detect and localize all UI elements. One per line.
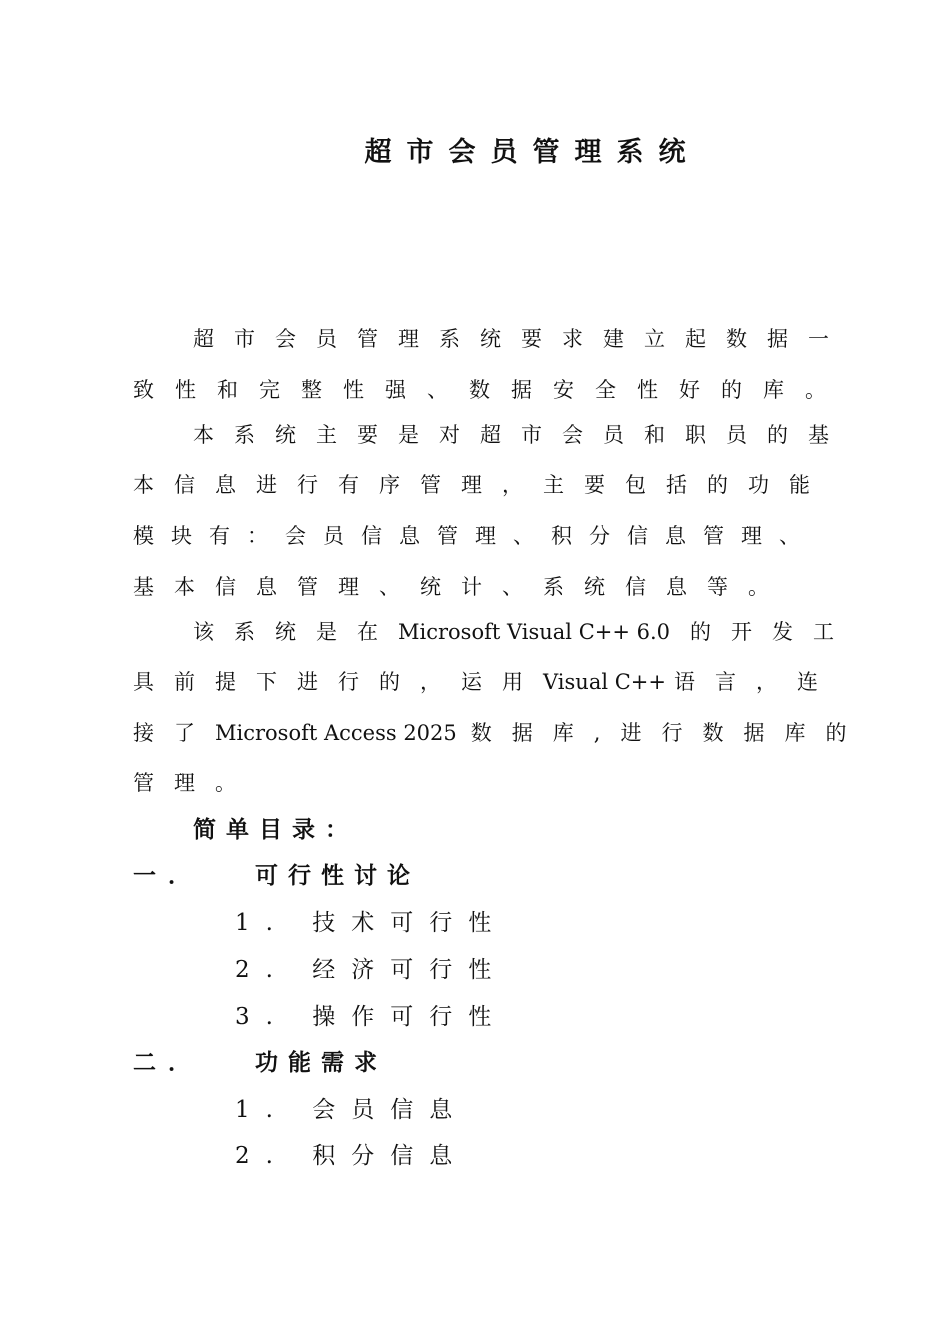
toc-section-number: 一． bbox=[133, 863, 203, 889]
paragraph-text: 具前提下进行的，运用 bbox=[133, 670, 543, 694]
document-title: 超市会员管理系统 bbox=[364, 137, 701, 168]
product-name: Microsoft Access 2025 bbox=[215, 721, 457, 745]
paragraph-text: 接了 bbox=[133, 721, 215, 745]
toc-item: 1. 技术可行性 bbox=[235, 910, 508, 936]
paragraph-line: 本信息进行有序管理，主要包括的功能 bbox=[133, 473, 830, 497]
paragraph-line bbox=[133, 666, 838, 696]
toc-section-title: 功能需求 bbox=[255, 1050, 387, 1076]
paragraph-line: 致性和完整性强、数据安全性好的库。 bbox=[133, 378, 847, 402]
product-name: Visual C++ bbox=[543, 670, 666, 694]
paragraph-text: 该系统是在 bbox=[193, 620, 398, 644]
paragraph-line bbox=[133, 717, 866, 747]
paragraph-line: 管理。 bbox=[133, 771, 256, 795]
paragraph-line: 模块有：会员信息管理、积分信息管理、 bbox=[133, 524, 817, 548]
toc-item: 3. 操作可行性 bbox=[235, 1004, 508, 1030]
paragraph-line: 超市会员管理系统要求建立起数据一 bbox=[193, 327, 849, 351]
paragraph-line: 基本信息管理、统计、系统信息等。 bbox=[133, 575, 789, 599]
toc-section-title: 可行性讨论 bbox=[255, 863, 420, 889]
toc-item: 2. 积分信息 bbox=[235, 1143, 469, 1169]
toc-item: 1. 会员信息 bbox=[235, 1097, 469, 1123]
paragraph-text: 语言，连 bbox=[674, 670, 838, 694]
paragraph-text: 数据库,进行数据库的 bbox=[470, 721, 867, 745]
paragraph-line: 本系统主要是对超市会员和职员的基 bbox=[193, 423, 849, 447]
paragraph-text: 的开发工 bbox=[690, 620, 855, 644]
toc-section-number: 二． bbox=[133, 1050, 203, 1076]
toc-heading: 简单目录： bbox=[193, 817, 358, 843]
paragraph-line bbox=[193, 616, 854, 646]
product-name: Microsoft Visual C++ 6.0 bbox=[398, 620, 671, 644]
toc-item: 2. 经济可行性 bbox=[235, 957, 508, 983]
